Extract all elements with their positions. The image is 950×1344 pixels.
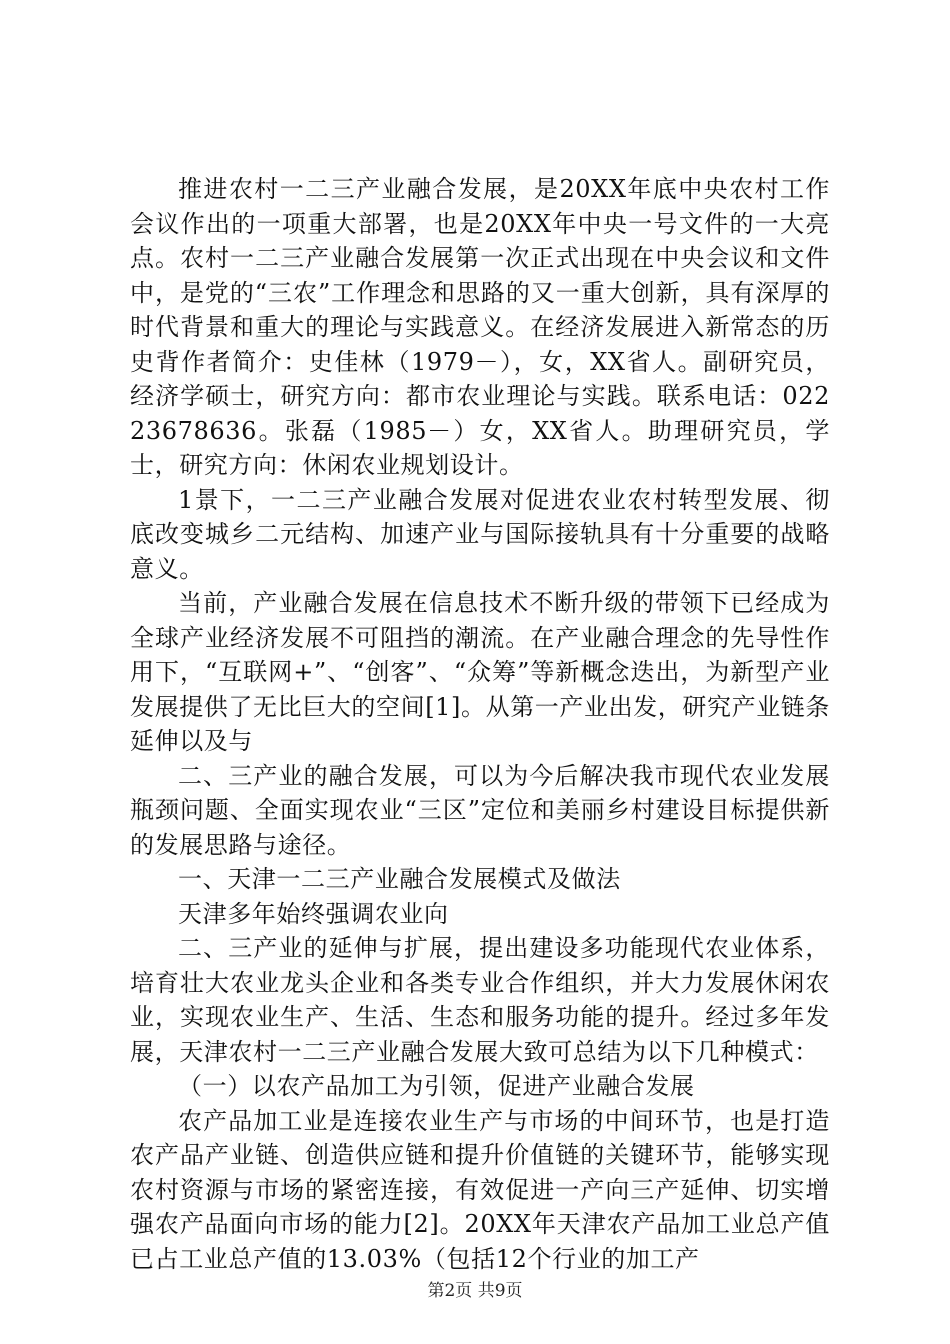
page-number-footer: 第2页 共9页 <box>427 1281 523 1301</box>
subsection-heading-1: （一）以农产品加工为引领，促进产业融合发展 <box>178 1072 695 1100</box>
paragraph-current-trend: 当前，产业融合发展在信息技术不断升级的带领下已经成为全球产业经济发展不可阻挡的潮流。在产业融合理念的先导性作用下，“互联网+”、“创客”、“众筹”等新概念迭出，为新型产业发展提供了无比巨大的空间[1]。从第一产业出发，研究产业链条延伸以及与 <box>130 589 830 755</box>
paragraph-secondary-tertiary: 二、三产业的融合发展，可以为今后解决我市现代农业发展瓶颈问题、全面实现农业“三区”定位和美丽乡村建设目标提供新的发展思路与途径。 <box>130 761 830 859</box>
paragraph-intro: 推进农村一二三产业融合发展，是20XX年底中央农村工作会议作出的一项重大部署，也是20XX年中央一号文件的一大亮点。农村一二三产业融合发展第一次正式出现在中央会议和文件中，是党的“三农”工作理念和思路的又一重大创新，具有深厚的时代背景和重大的理论与实践意义。在经济发展进入新常态的历史背作者简介：史佳林（1979－），女，XX省人。副研究员，经济学硕士，研究方向：都市农业理论与实践。联系电话：02223678636。张磊（1985－）女，XX省人。助理研究员，学士，研究方向：休闲农业规划设计。 <box>130 175 830 479</box>
paragraph-processing: 农产品加工业是连接农业生产与市场的中间环节，也是打造农产品产业链、创造供应链和提升价值链的关键环节，能够实现农村资源与市场的紧密连接，有效促进一产向三产延伸、切实增强农产品面向市场的能力[2]。20XX年天津农产品加工业总产值已占工业总产值的13.03%（包括12个行业的加工产 <box>130 1106 830 1273</box>
paragraph-extension: 二、三产业的延伸与扩展，提出建设多功能现代农业体系，培育壮大农业龙头企业和各类专业合作组织，并大力发展休闲农业，实现农业生产、生活、生态和服务功能的提升。经过多年发展，天津农村一二三产业融合发展大致可总结为以下几种模式： <box>130 934 830 1066</box>
section-heading-1: 一、天津一二三产业融合发展模式及做法 <box>178 865 621 893</box>
document-body <box>130 172 830 1276</box>
paragraph-background: 1景下，一二三产业融合发展对促进农业农村转型发展、彻底改变城乡二元结构、加速产业与国际接轨具有十分重要的战略意义。 <box>130 485 830 583</box>
paragraph-tianjin-lead: 天津多年始终强调农业向 <box>178 899 449 928</box>
